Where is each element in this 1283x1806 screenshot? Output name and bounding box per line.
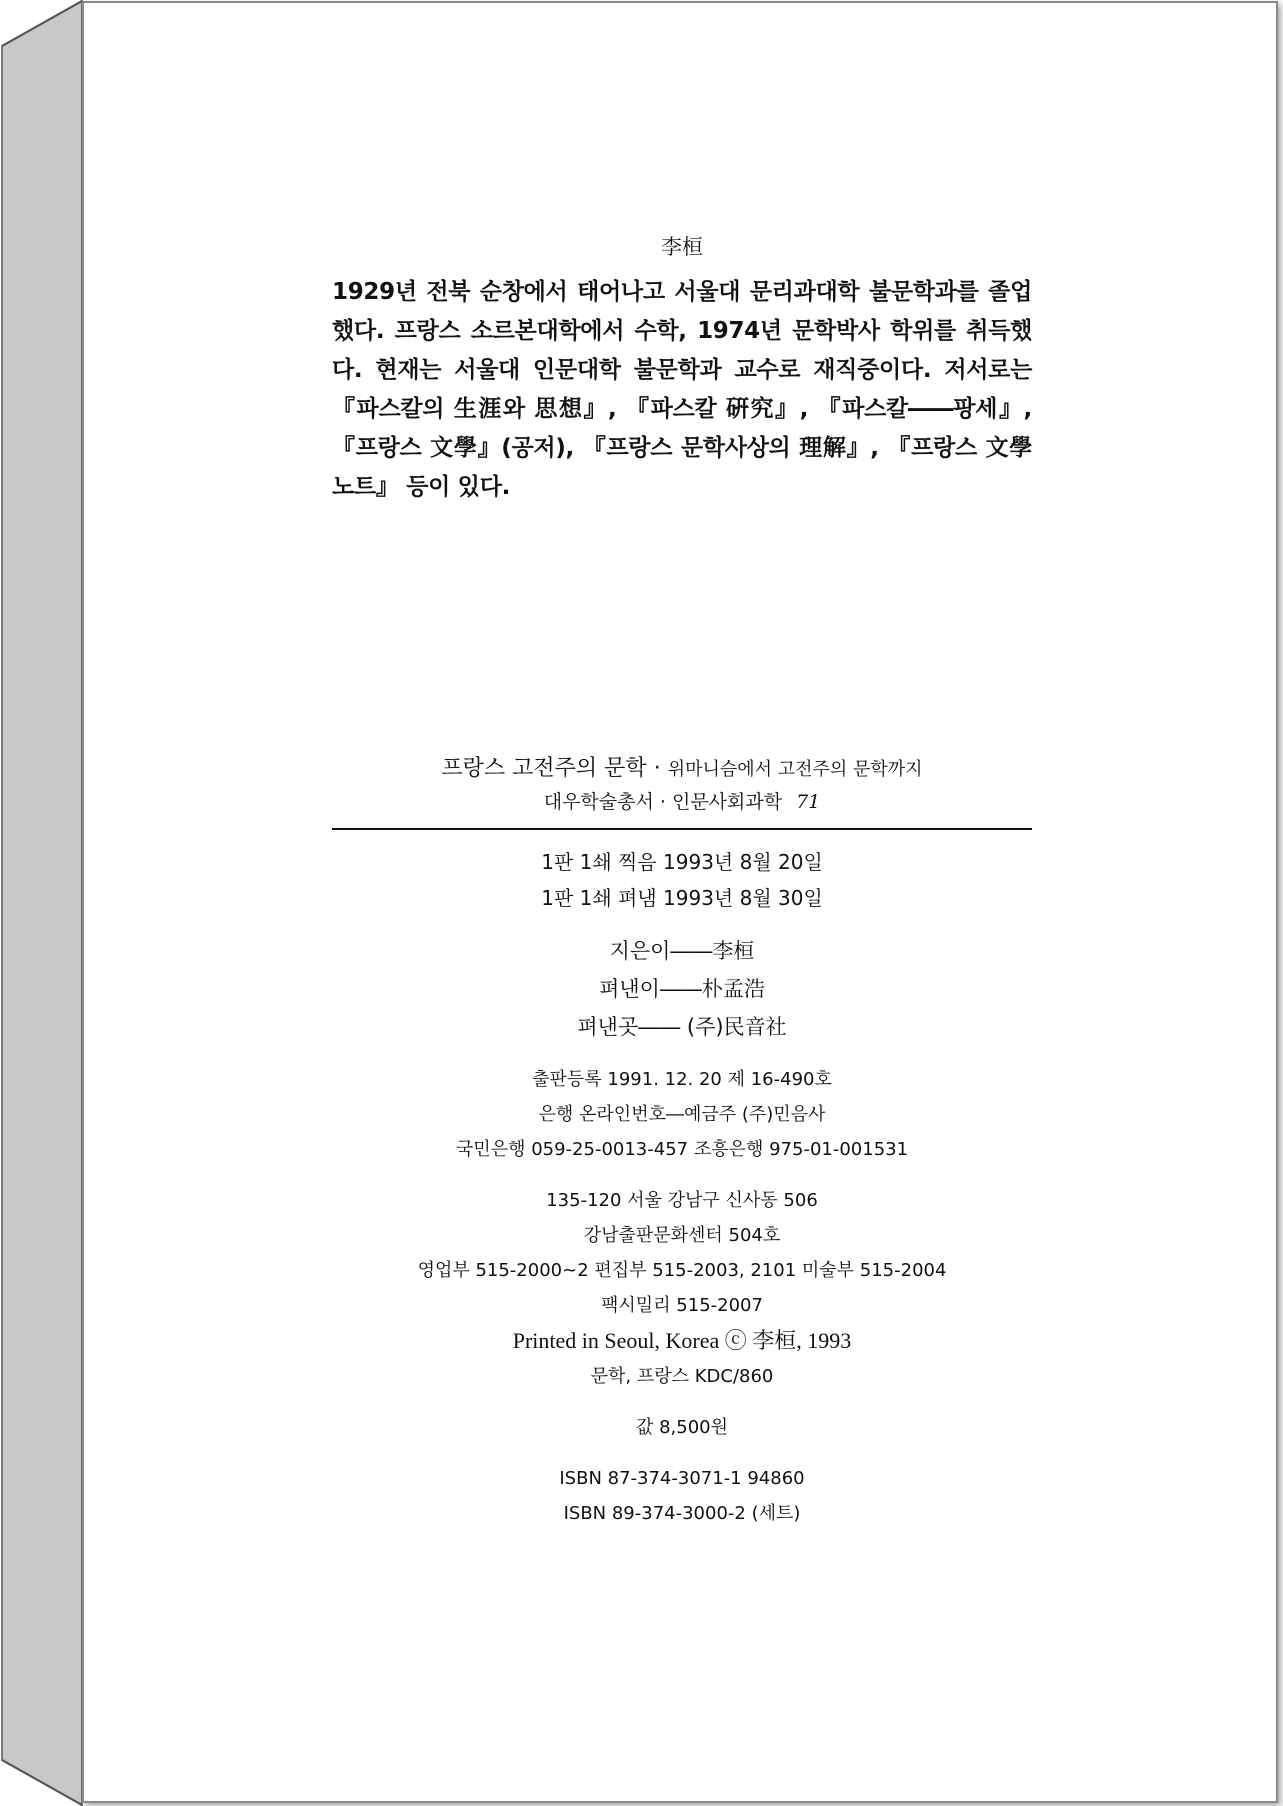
registration: 출판등록 1991. 12. 20 제 16-490호 [532,1069,832,1090]
first-printing: 1판 1쇄 찍음 1993년 8월 20일 [541,850,823,874]
classification: 문학, 프랑스 KDC/860 [590,1366,774,1387]
bank-online: 은행 온라인번호―예금주 (주)민음사 [538,1104,826,1125]
book-title-line [332,753,1032,786]
title-separator: · [653,756,668,781]
book-spine [0,0,84,1806]
bank-accounts: 국민은행 059-25-0013-457 조흥은행 975-01-001531 [455,1139,909,1160]
book-title: 프랑스 고전주의 문학 [441,756,647,781]
credits [332,932,1032,1046]
isbn-info [332,1461,1032,1531]
author-name: 李桓 [661,235,703,259]
address-info [332,1183,1032,1394]
colophon [332,753,1032,1547]
address-line-1: 135-120 서울 강남구 신사동 506 [546,1190,818,1211]
divider-rule [332,828,1032,830]
price: 값 8,500원 [635,1417,729,1438]
printed-in: Printed in Seoul, Korea ⓒ 李桓, 1993 [512,1328,852,1353]
series-line [332,786,1032,818]
address-line-2: 강남출판문화센터 504호 [583,1225,781,1246]
registration-info [332,1062,1032,1167]
series-number: 71 [796,791,821,813]
fax-number: 팩시밀리 515-2007 [601,1295,763,1316]
publisher-person-credit: 펴낸이――朴孟浩 [599,977,765,1001]
isbn-2: ISBN 89-374-3000-2 (세트) [563,1503,801,1524]
series-name: 대우학술총서 · 인문사회과학 [543,791,783,813]
page [82,1,1278,1803]
book-subtitle: 위마니슴에서 고전주의 문학까지 [667,759,923,780]
isbn-1: ISBN 87-374-3071-1 94860 [559,1468,805,1489]
author-bio [332,231,1032,507]
price-info [332,1410,1032,1445]
author-credit: 지은이――李桓 [609,939,755,963]
publisher-credit: 펴낸곳―― (주)民音社 [577,1015,787,1039]
author-bio-text: 1929년 전북 순창에서 태어나고 서울대 문리과대학 불문학과를 졸업했다. 프랑스 소르본대학에서 수학, 1974년 문학박사 학위를 취득했다. 현재는 서울대 인문대학 불문학과 교수로 재직중이다. 저서로는 『파스칼의 生涯와 思想』, 『파스칼 硏究』, 『파스칼――팡세』, 『프랑스 文學』(공저), 『프랑스 문학사상의 理解』, 『프랑스 文學노트』 등이 있다. [332,279,1032,500]
phone-numbers: 영업부 515-2000~2 편집부 515-2003, 2101 미술부 515-2004 [417,1260,947,1281]
printing-dates [332,844,1032,916]
first-publishing: 1판 1쇄 펴냄 1993년 8월 30일 [541,886,823,910]
